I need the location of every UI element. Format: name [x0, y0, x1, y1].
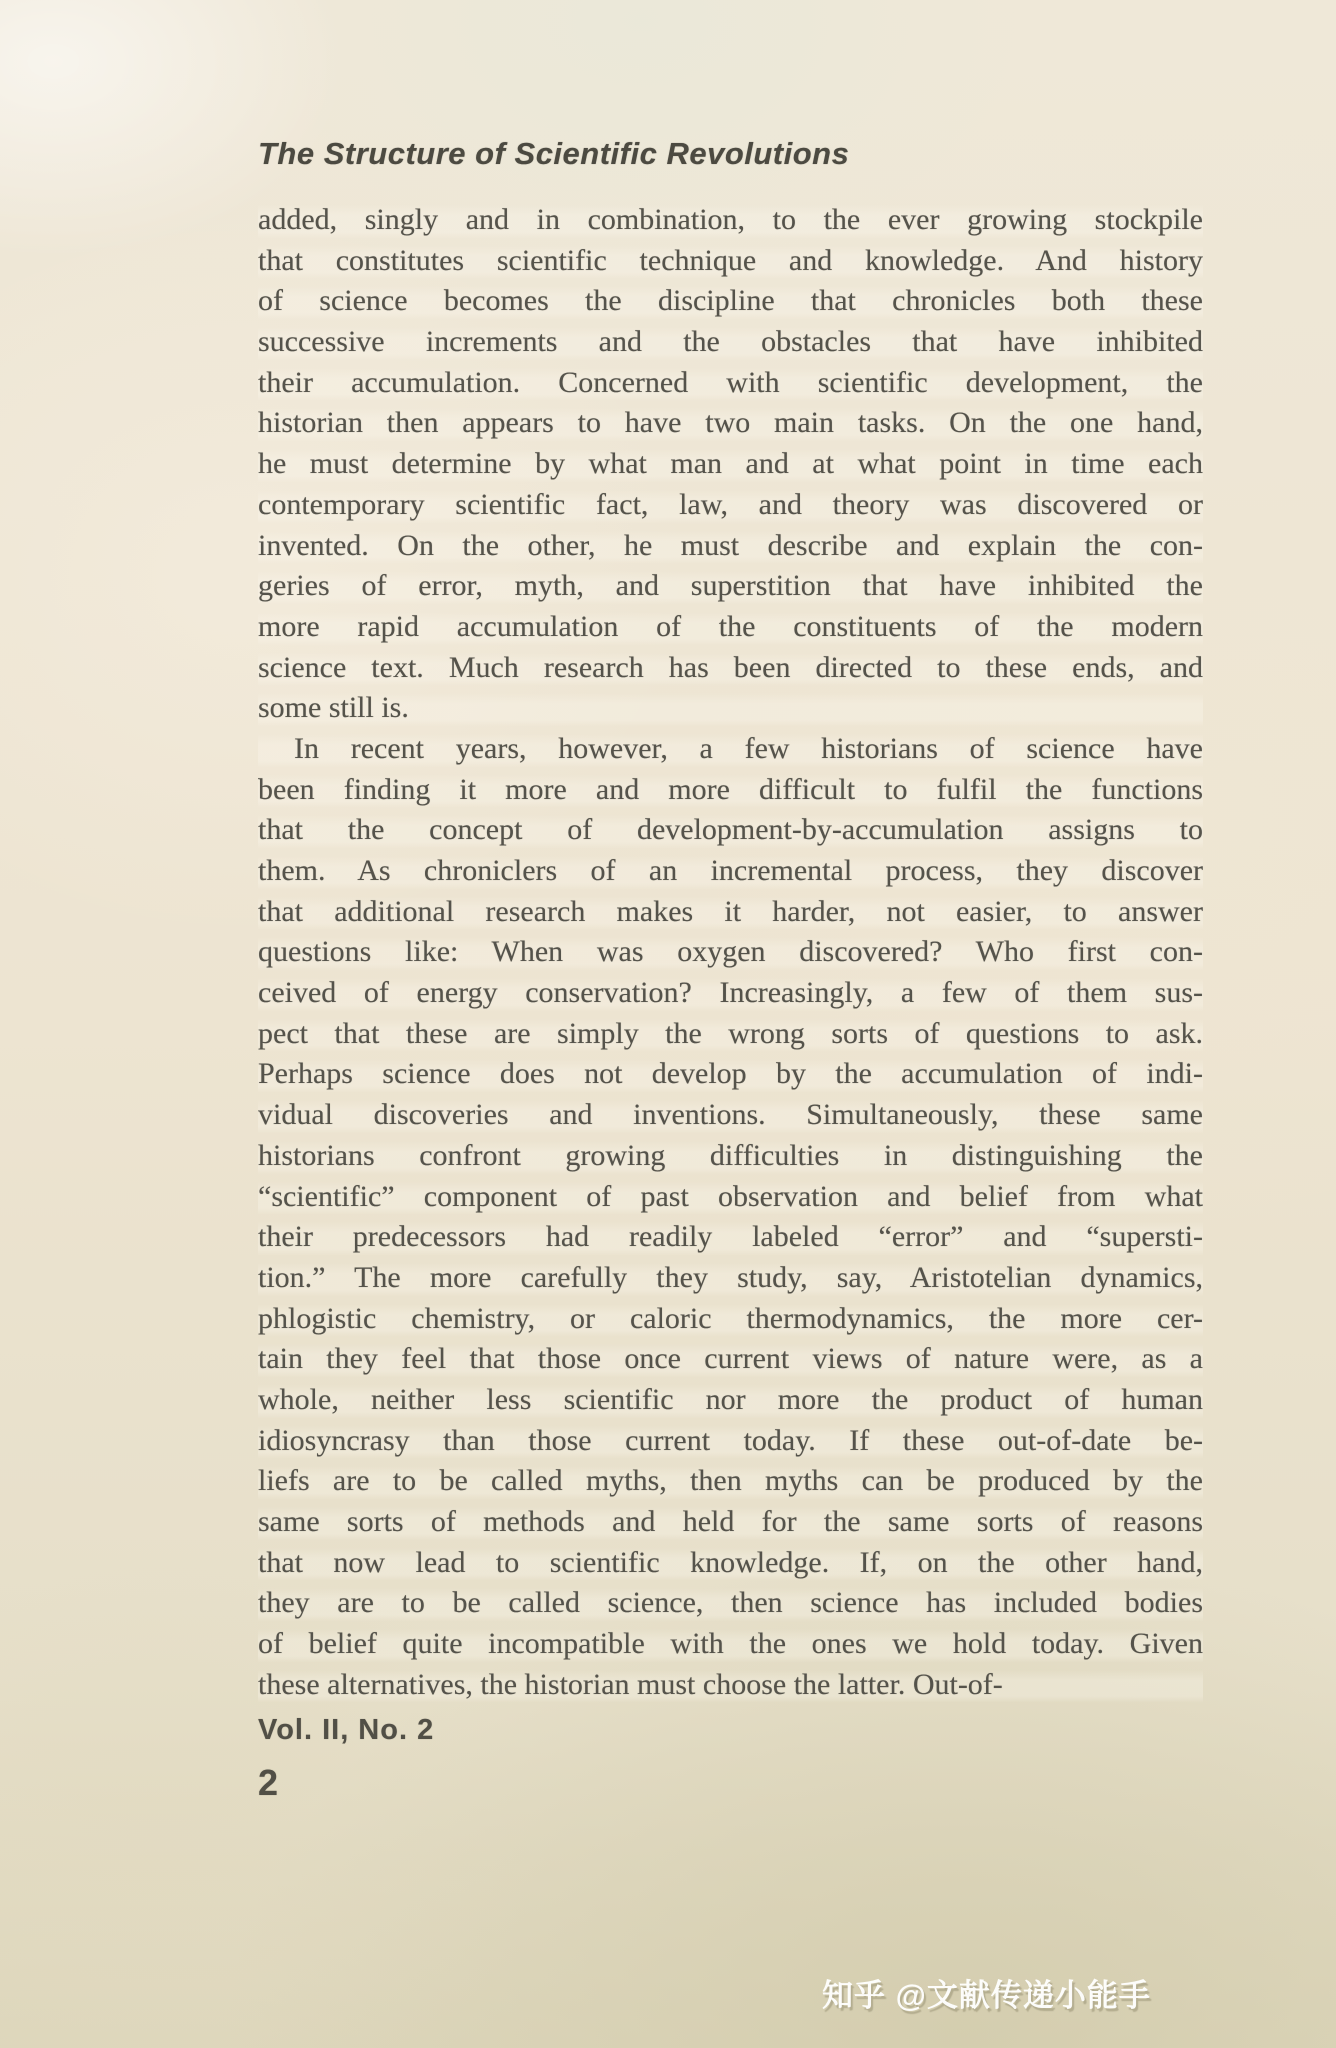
body-line: invented. On the other, he must describe and explain the con-	[258, 526, 1203, 567]
running-header-title: The Structure of Scientific Revolutions	[258, 136, 850, 171]
body-line: pect that these are simply the wrong sorts of questions to ask.	[258, 1014, 1203, 1055]
body-line: that now lead to scientific knowledge. If, on the other hand,	[258, 1543, 1203, 1584]
body-line: questions like: When was oxygen discovered? Who first con-	[258, 932, 1203, 973]
body-line: idiosyncrasy than those current today. If these out-of-date be-	[258, 1421, 1203, 1462]
body-text-block	[258, 200, 1203, 1705]
body-line: Perhaps science does not develop by the accumulation of indi-	[258, 1054, 1203, 1095]
body-line: ceived of energy conservation? Increasingly, a few of them sus-	[258, 973, 1203, 1014]
body-line: of belief quite incompatible with the ones we hold today. Given	[258, 1624, 1203, 1665]
body-line: been finding it more and more difficult to fulfil the functions	[258, 770, 1203, 811]
body-line: that additional research makes it harder, not easier, to answer	[258, 892, 1203, 933]
body-line: some still is.	[258, 688, 1203, 729]
body-line: they are to be called science, then science has included bodies	[258, 1583, 1203, 1624]
body-line: successive increments and the obstacles that have inhibited	[258, 322, 1203, 363]
body-line: more rapid accumulation of the constituents of the modern	[258, 607, 1203, 648]
body-line: tion.” The more carefully they study, say, Aristotelian dynamics,	[258, 1258, 1203, 1299]
body-line: “scientific” component of past observation and belief from what	[258, 1177, 1203, 1218]
body-line: historian then appears to have two main tasks. On the one hand,	[258, 403, 1203, 444]
body-line: tain they feel that those once current views of nature were, as a	[258, 1339, 1203, 1380]
body-line: them. As chroniclers of an incremental process, they discover	[258, 851, 1203, 892]
body-line: added, singly and in combination, to the ever growing stockpile	[258, 200, 1203, 241]
body-line: whole, neither less scientific nor more the product of human	[258, 1380, 1203, 1421]
body-line: contemporary scientific fact, law, and theory was discovered or	[258, 485, 1203, 526]
body-line: liefs are to be called myths, then myths can be produced by the	[258, 1461, 1203, 1502]
volume-issue-label: Vol. II, No. 2	[258, 1714, 435, 1746]
body-line: he must determine by what man and at what point in time each	[258, 444, 1203, 485]
body-line: historians confront growing difficulties in distinguishing the	[258, 1136, 1203, 1177]
body-line: science text. Much research has been directed to these ends, and	[258, 648, 1203, 689]
body-line: same sorts of methods and held for the same sorts of reasons	[258, 1502, 1203, 1543]
body-line: of science becomes the discipline that chronicles both these	[258, 281, 1203, 322]
body-line: phlogistic chemistry, or caloric thermodynamics, the more cer-	[258, 1299, 1203, 1340]
body-line: vidual discoveries and inventions. Simultaneously, these same	[258, 1095, 1203, 1136]
watermark-text: 知乎 @文献传递小能手	[822, 1978, 1151, 2013]
body-line: that constitutes scientific technique and knowledge. And history	[258, 241, 1203, 282]
body-line: In recent years, however, a few historians of science have	[258, 729, 1203, 770]
page-number: 2	[258, 1762, 279, 1803]
body-line: that the concept of development-by-accumulation assigns to	[258, 810, 1203, 851]
body-line: their predecessors had readily labeled “error” and “supersti-	[258, 1217, 1203, 1258]
body-line: geries of error, myth, and superstition that have inhibited the	[258, 566, 1203, 607]
body-line: these alternatives, the historian must choose the latter. Out-of-	[258, 1665, 1203, 1706]
body-line: their accumulation. Concerned with scientific development, the	[258, 363, 1203, 404]
